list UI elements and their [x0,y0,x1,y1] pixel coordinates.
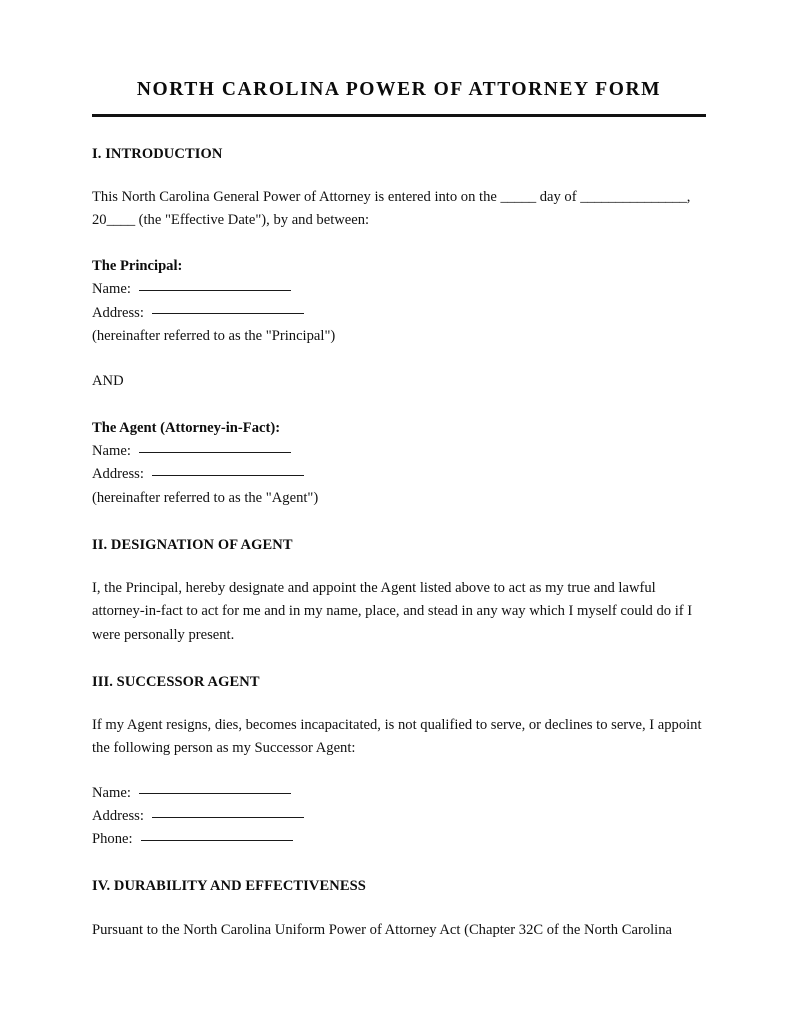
agent-address-input[interactable] [152,475,304,476]
agent-address-label: Address: [92,466,144,483]
principal-address-input[interactable] [152,313,304,314]
successor-address-label: Address: [92,807,144,824]
principal-address-label: Address: [92,304,144,321]
intro-text-before-day: This North Carolina General Power of Attorney is entered into on the [92,188,497,205]
agent-note: (hereinafter referred to as the "Agent") [92,489,319,506]
document-content [92,0,706,942]
conjunction-and: AND [92,373,124,390]
successor-phone-label: Phone: [92,831,133,848]
principal-note: (hereinafter referred to as the "Principal") [92,328,336,345]
agent-address-row [92,463,706,486]
successor-phone-input[interactable] [141,840,293,841]
intro-text-day-of: day of [539,188,577,205]
agent-title: The Agent (Attorney-in-Fact): [92,419,281,436]
durability-paragraph: Pursuant to the North Carolina Uniform Power of Attorney Act (Chapter 32C of the North Carolina [92,921,672,938]
principal-name-input[interactable] [139,290,291,291]
successor-fields-block [92,761,706,852]
page-title: NORTH CAROLINA POWER OF ATTORNEY FORM [136,79,662,100]
agent-name-row [92,440,706,463]
designation-paragraph: I, the Principal, hereby designate and appoint the Agent listed above to act as my true and lawful attorney-in-fact to act for me and in my name, place, and stead in any way which I myself could do if I were personally present. [92,579,693,643]
section-heading-introduction: I. INTRODUCTION [92,146,223,163]
blank-day[interactable]: _____ [500,188,537,205]
successor-name-row [92,782,706,805]
principal-address-row [92,302,706,325]
agent-block [92,394,706,510]
successor-name-input[interactable] [139,793,291,794]
intro-text-after-year: (the "Effective Date"), by and between: [138,211,370,228]
principal-block [92,232,706,348]
principal-title: The Principal: [92,258,183,275]
blank-month[interactable]: _______________ [580,188,687,205]
successor-address-row [92,805,706,828]
agent-name-input[interactable] [139,452,291,453]
title-divider [92,114,706,117]
section-heading-durability: IV. DURABILITY AND EFFECTIVENESS [92,878,366,895]
principal-name-row [92,278,706,301]
agent-name-label: Name: [92,442,131,459]
blank-year[interactable]: ____ [106,211,135,228]
introduction-paragraph [92,164,706,233]
intro-comma: , [686,188,691,205]
principal-name-label: Name: [92,281,131,298]
successor-paragraph: If my Agent resigns, dies, becomes incapacitated, is not qualified to serve, or declines to serve, I appoint the following person as my Successor Agent: [92,716,702,757]
successor-address-input[interactable] [152,817,304,818]
section-heading-successor: III. SUCCESSOR AGENT [92,673,260,690]
successor-name-label: Name: [92,784,131,801]
successor-phone-row [92,828,706,851]
section-heading-designation: II. DESIGNATION OF AGENT [92,536,293,553]
year-prefix: 20 [92,211,107,228]
